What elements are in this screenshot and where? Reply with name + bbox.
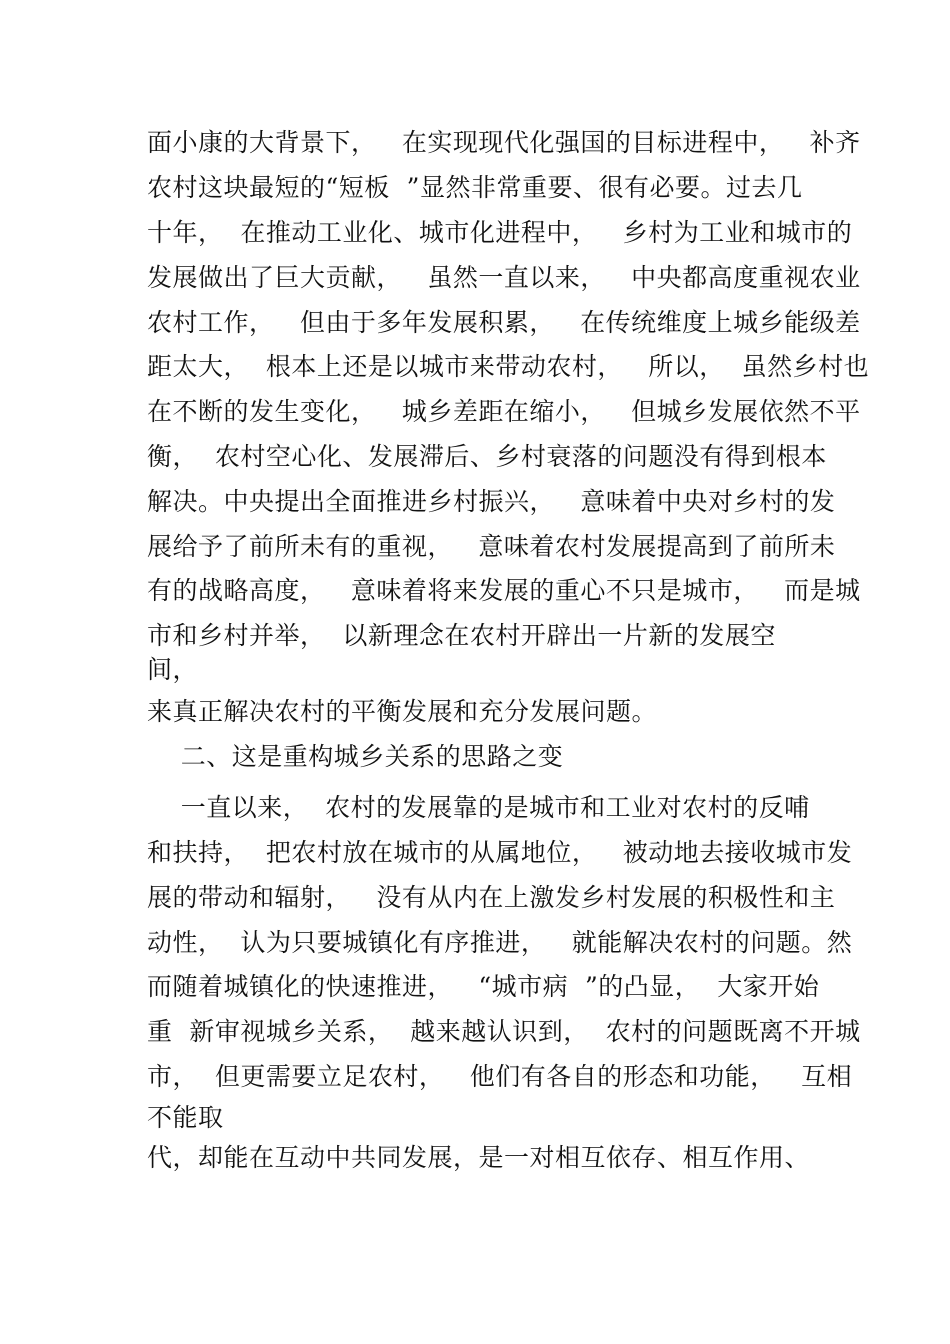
text-line: 不能取 [147,1103,224,1132]
text-line: 距太大， 根本上还是以城市来带动农村， 所以， 虽然乡村也 [147,352,870,381]
text-line: 面小康的大背景下， 在实现现代化强国的目标进程中， 补齐 [147,128,861,157]
text-line: 重 新审视城乡关系， 越来越认识到， 农村的问题既离不开城 [147,1017,861,1046]
text-line: 农村这块最短的“短板 ”显然非常重要、很有必要。过去几 [147,173,803,202]
text-line: 农村工作， 但由于多年发展积累， 在传统维度上城乡能级差 [147,308,861,337]
text-line: 间， [147,655,199,684]
text-line: 来真正解决农村的平衡发展和充分发展问题。 [147,697,658,726]
text-line: 一直以来， 农村的发展靠的是城市和工业对农村的反哺 [147,793,810,822]
text-line: 展的带动和辐射， 没有从内在上激发乡村发展的积极性和主 [147,883,836,912]
text-line: 市和乡村并举， 以新理念在农村开辟出一片新的发展空 [147,621,776,650]
text-line: 解决。中央提出全面推进乡村振兴， 意味着中央对乡村的发 [147,487,836,516]
text-line: 代，却能在互动中共同发展，是一对相互依存、相互作用、 [147,1143,811,1172]
text-line: 衡， 农村空心化、发展滞后、乡村衰落的问题没有得到根本 [147,442,827,471]
section-heading: 二、这是重构城乡关系的思路之变 [147,742,564,771]
text-line: 和扶持， 把农村放在城市的从属地位， 被动地去接收城市发 [147,838,853,867]
text-line: 展给予了前所未有的重视， 意味着农村发展提高到了前所未 [147,532,836,561]
text-line: 而随着城镇化的快速推进， “城市病 ”的凸显， 大家开始 [147,972,820,1001]
text-line: 在不断的发生变化， 城乡差距在缩小， 但城乡发展依然不平 [147,397,861,426]
text-line: 发展做出了巨大贡献， 虽然一直以来， 中央都高度重视农业 [147,263,861,292]
text-line: 动性， 认为只要城镇化有序推进， 就能解决农村的问题。然 [147,928,853,957]
text-line: 有的战略高度， 意味着将来发展的重心不只是城市， 而是城 [147,576,861,605]
text-line: 十年， 在推动工业化、城市化进程中， 乡村为工业和城市的 [147,218,853,247]
text-line: 市， 但更需要立足农村， 他们有各自的形态和功能， 互相 [147,1062,853,1091]
